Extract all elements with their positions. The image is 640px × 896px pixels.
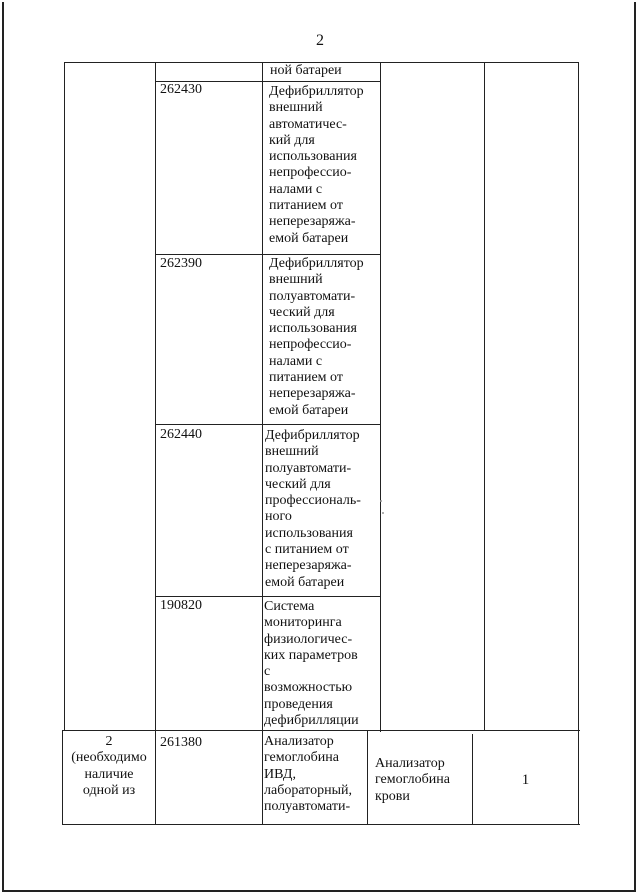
column-divider bbox=[578, 62, 579, 824]
column-divider bbox=[62, 730, 63, 824]
table-cell-quantity: 1 bbox=[521, 772, 530, 788]
column-divider bbox=[64, 62, 65, 730]
table-cell-code: 190820 bbox=[160, 598, 202, 613]
table-cell-name: Дефибриллятор внешний автоматичес- кий для использования непрофессио- налами с питанием от неперезаряжа- емой батареи bbox=[269, 84, 364, 246]
table-cell-code: 262390 bbox=[160, 256, 202, 271]
scan-speck bbox=[382, 512, 384, 514]
table-cell-name: Анализатор гемоглобина ИВД, лабораторный, полуавтомати- bbox=[264, 734, 352, 815]
table-cell-equipment: Анализатор гемоглобина крови bbox=[375, 756, 450, 804]
row-divider bbox=[155, 596, 381, 597]
column-divider bbox=[262, 62, 263, 824]
table-cell-name: ной батареи bbox=[270, 63, 342, 78]
scan-speck bbox=[380, 500, 382, 502]
table-cell-number: 2 (необходимо наличие одной из bbox=[71, 734, 147, 798]
row-divider bbox=[155, 424, 381, 425]
row-divider bbox=[62, 730, 580, 731]
row-divider bbox=[155, 254, 381, 255]
page-number: 2 bbox=[316, 32, 324, 49]
table-cell-name: Дефибриллятор внешний полуавтомати- ческий для использования непрофессио- налами с питанием от неперезаряжа- емой батареи bbox=[269, 256, 364, 418]
table-cell-code: 261380 bbox=[160, 735, 202, 750]
table-cell-name: Система мониторинга физиологичес- ких параметров с возможностью проведения дефибрилляции bbox=[264, 599, 359, 729]
table-cell-code: 262440 bbox=[160, 427, 202, 442]
table-bottom-line bbox=[62, 824, 580, 825]
column-divider bbox=[155, 62, 156, 824]
column-divider bbox=[484, 62, 485, 730]
table-cell-code: 262430 bbox=[160, 82, 202, 97]
table-cell-name: Дефибриллятор внешний полуавтомати- ческий для профессиональ- ного использования с питанием от неперезаряжа- емой батареи bbox=[265, 428, 361, 590]
